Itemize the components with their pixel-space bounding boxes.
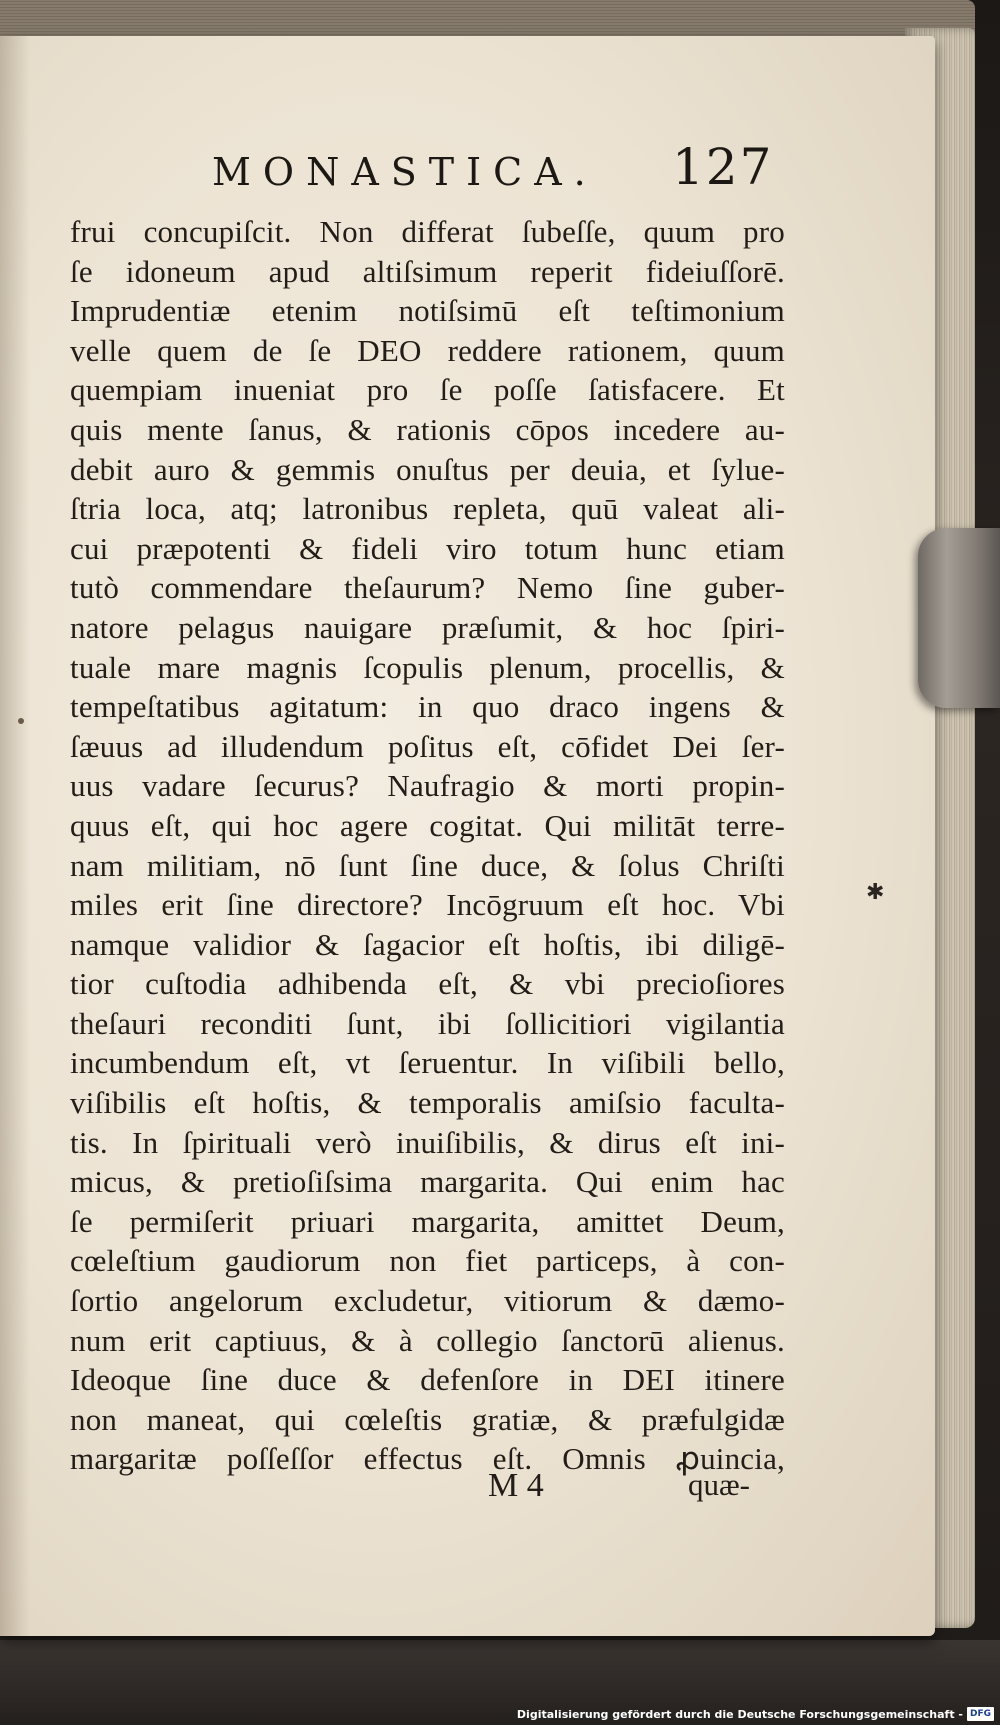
dfg-logo: DFG xyxy=(967,1707,994,1721)
book-top-edge xyxy=(0,0,975,40)
signature-mark: M 4 xyxy=(488,1467,544,1504)
text-line: quempiam inueniat pro ſe poſſe ſatisfacere. Et xyxy=(70,372,785,408)
text-line: uus vadare ſecurus? Naufragio & morti propin- xyxy=(70,768,785,804)
text-line: Imprudentiæ etenim notiſsimū eſt teſtimonium xyxy=(70,293,785,329)
catchword: quæ- xyxy=(688,1467,750,1502)
text-line: ſæuus ad illudendum poſitus eſt, cōfidet Dei ſer- xyxy=(70,728,785,764)
text-line: velle quem de ſe DEO reddere rationem, quum xyxy=(70,332,785,368)
text-line: margaritæ poſſeſſor effectus eſt. Omnis ꝓuincia, xyxy=(70,1441,785,1477)
text-line: quis mente ſanus, & rationis cōpos incedere au- xyxy=(70,411,785,447)
running-head: MONASTICA. xyxy=(212,150,598,194)
text-line: ſortio angelorum excludetur, vitiorum & dæmo- xyxy=(70,1283,785,1319)
text-line: tempeſtatibus agitatum: in quo draco ingens & xyxy=(70,689,785,725)
text-line: tior cuſtodia adhibenda eſt, & vbi precioſiores xyxy=(70,966,785,1002)
page-clip xyxy=(918,528,1000,708)
text-line: non maneat, qui cœleſtis gratiæ, & præfulgidæ xyxy=(70,1401,785,1437)
text-line: quus eſt, qui hoc agere cogitat. Qui militāt terre- xyxy=(70,807,785,843)
page-number: 127 xyxy=(672,138,774,196)
text-line: ſtria loca, atq; latronibus repleta, quū valeat ali- xyxy=(70,491,785,527)
text-line: Ideoque ſine duce & defenſore in DEI itinere xyxy=(70,1362,785,1398)
text-line: natore pelagus nauigare præſumit, & hoc ſpiri- xyxy=(70,609,785,645)
paper-spot xyxy=(18,718,24,724)
text-line: viſibilis eſt hoſtis, & temporalis amiſsio faculta- xyxy=(70,1085,785,1121)
footer-credit-text: Digitalisierung gefördert durch die Deutsche Forschungsgemeinschaft - xyxy=(516,1707,963,1721)
text-line: cœleſtium gaudiorum non fiet particeps, à con- xyxy=(70,1243,785,1279)
text-line: cui præpotenti & fideli viro totum hunc etiam xyxy=(70,530,785,566)
text-line: num erit captiuus, & à collegio ſanctorū alienus. xyxy=(70,1322,785,1358)
text-line: tuale mare magnis ſcopulis plenum, procellis, & xyxy=(70,649,785,685)
text-line: nam militiam, nō ſunt ſine duce, & ſolus Chriſti xyxy=(70,847,785,883)
text-line: miles erit ſine directore? Incōgruum eſt hoc. Vbi xyxy=(70,887,785,923)
text-line: micus, & pretioſiſsima margarita. Qui enim hac xyxy=(70,1164,785,1200)
text-line: ſe idoneum apud altiſsimum reperit fideiuſſorē. xyxy=(70,253,785,289)
text-line: debit auro & gemmis onuſtus per deuia, et ſylue- xyxy=(70,451,785,487)
text-line: tis. In ſpirituali verò inuiſibilis, & dirus eſt ini- xyxy=(70,1124,785,1160)
text-line: tutò commendare theſaurum? Nemo ſine guber- xyxy=(70,570,785,606)
text-line: ſe permiſerit priuari margarita, amittet Deum, xyxy=(70,1203,785,1239)
text-line: incumbendum eſt, vt ſeruentur. In viſibili bello, xyxy=(70,1045,785,1081)
ink-mark-icon: ✱ xyxy=(866,880,885,905)
footer-credit xyxy=(517,1706,994,1722)
body-text xyxy=(70,212,785,1479)
text-line: namque validior & ſagacior eſt hoſtis, ibi diligē- xyxy=(70,926,785,962)
text-line: theſauri reconditi ſunt, ibi ſollicitiori vigilantia xyxy=(70,1005,785,1041)
text-line: frui concupiſcit. Non differat ſubeſſe, quum pro xyxy=(70,214,785,249)
gutter-shadow xyxy=(0,36,30,1636)
